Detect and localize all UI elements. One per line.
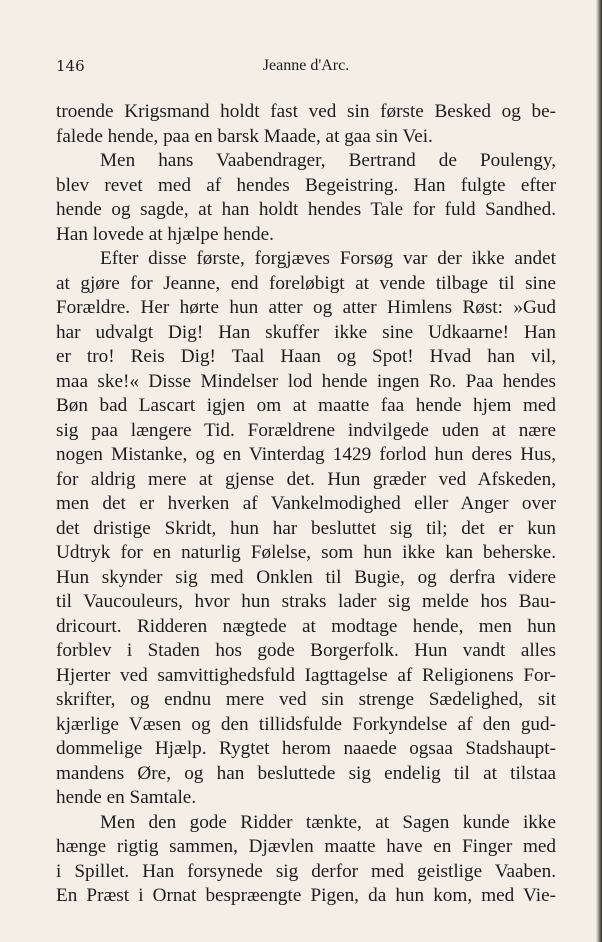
text-line: blev revet med af hendes Begeistring. Han fulgte efter <box>56 174 556 196</box>
text-line: falede hende, paa en barsk Maade, at gaa sin Vei. <box>56 125 433 147</box>
text-line: til Vaucouleurs, hvor hun straks lader sig melde hos Bau- <box>56 591 556 612</box>
page-number: 146 <box>56 57 85 75</box>
text-line: forblev i Staden hos gode Borgerfolk. Hun vandt alles <box>56 640 556 661</box>
text-line: Men hans Vaabendrager, Bertrand de Poulengy, <box>100 150 556 171</box>
text-line: dricourt. Ridderen nægtede at modtage hende, men hun <box>56 615 556 637</box>
running-title: Jeanne d'Arc. <box>262 57 350 74</box>
text-line: kjærlige Væsen og den tillidsfulde Forkyndelse af den gud- <box>56 713 556 735</box>
text-line: skrifter, og endnu mere ved sin strenge Sædelighed, sit <box>56 689 556 710</box>
text-line: Forældre. Her hørte hun atter og atter Himlens Røst: »Gud <box>56 297 556 318</box>
text-line: En Præst i Ornat bespræengte Pigen, da hun kom, med Vie- <box>56 885 556 906</box>
running-head <box>56 57 556 77</box>
text-line: Han lovede at hjælpe hende. <box>56 223 274 245</box>
text-line: Men den gode Ridder tænkte, at Sagen kunde ikke <box>100 811 556 833</box>
page-edge <box>596 0 602 942</box>
text-line: hænge rigtig sammen, Djævlen maatte have en Finger med <box>56 836 556 857</box>
text-line: Udtryk for en naturlig Følelse, som hun ikke kan beherske. <box>56 542 556 563</box>
text-line: for aldrig mere at gjense det. Hun græder ved Afskeden, <box>56 468 556 490</box>
text-line: men det er hverken af Vankelmodighed eller Anger over <box>56 493 556 514</box>
text-line: hende og sagde, at han holdt hendes Tale for fuld Sandhed. <box>56 199 556 220</box>
text-line: troende Krigsmand holdt fast ved sin første Besked og be- <box>56 101 556 122</box>
text-line: mandens Øre, og han besluttede sig endelig til at tilstaa <box>56 762 556 784</box>
body-text <box>56 100 556 909</box>
text-line: det dristige Skridt, hun har besluttet sig til; det er kun <box>56 517 556 539</box>
text-line: nogen Mistanke, og en Vinterdag 1429 forlod hun deres Hus, <box>56 444 556 465</box>
text-line: sig paa længere Tid. Forældrene indvilgede uden at nære <box>56 419 556 441</box>
text-line: har udvalgt Dig! Han skuffer ikke sine Udkaarne! Han <box>56 321 556 343</box>
text-line: Hun skynder sig med Onklen til Bugie, og derfra videre <box>56 566 556 588</box>
text-line: hende en Samtale. <box>56 787 197 808</box>
text-line: Bøn bad Lascart igjen om at maatte faa hende hjem med <box>56 395 556 416</box>
text-line: er tro! Reis Dig! Taal Haan og Spot! Hvad han vil, <box>56 346 556 367</box>
text-line: i Spillet. Han forsynede sig derfor med geistlige Vaaben. <box>56 860 556 882</box>
text-line: at gjøre for Jeanne, end foreløbigt at vende tilbage til sine <box>56 272 556 294</box>
text-line: maa ske!« Disse Mindelser lod hende ingen Ro. Paa hendes <box>56 370 556 392</box>
text-line: Hjerter ved samvittighedsfuld Iagttagelse af Religionens For- <box>56 664 556 686</box>
text-line: Efter disse første, forgjæves Forsøg var der ikke andet <box>100 248 556 269</box>
text-line: dommelige Hjælp. Rygtet herom naaede ogsaa Stadshaupt- <box>56 738 556 759</box>
